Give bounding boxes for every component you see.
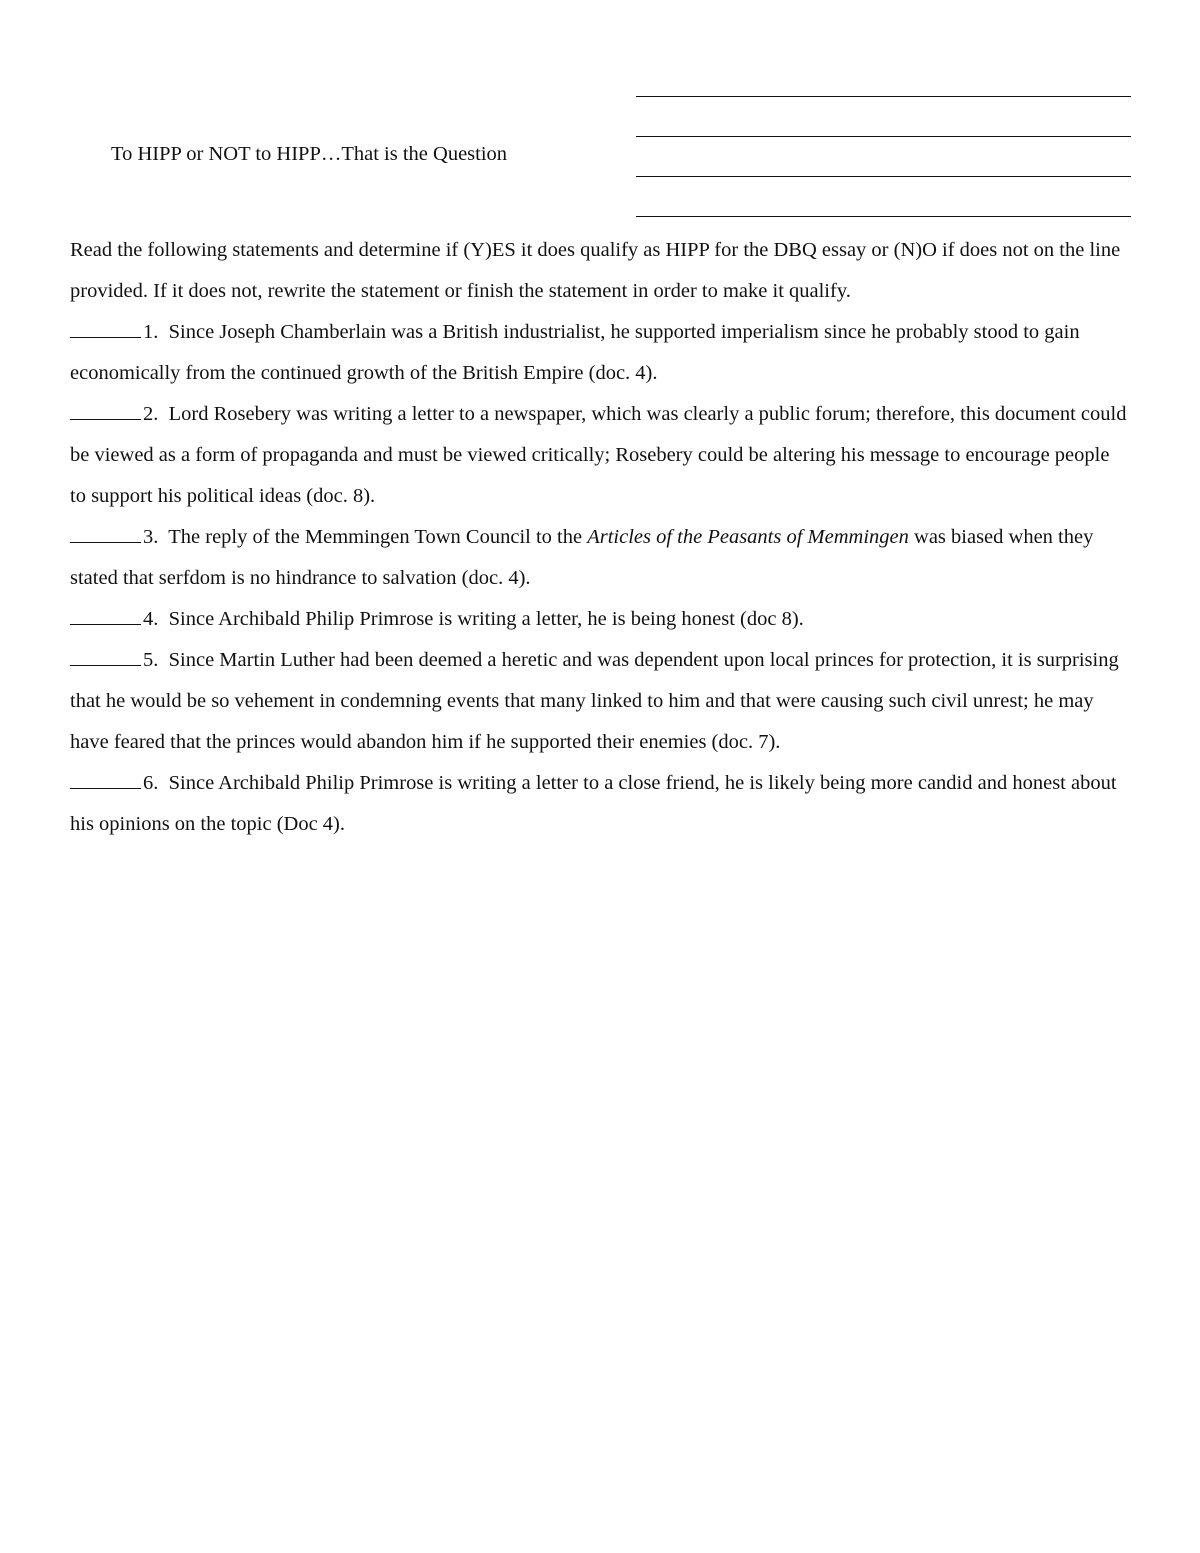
question-4 [70, 599, 1130, 640]
question-6 [70, 763, 1130, 845]
worksheet-body [70, 230, 1130, 845]
document-title-italic: Articles of the Peasants of Memmingen [587, 526, 909, 548]
answer-blank[interactable] [70, 520, 141, 543]
page-title: To HIPP or NOT to HIPP…That is the Question [111, 143, 508, 165]
question-number: 3. [143, 526, 159, 548]
header-blank-line[interactable] [636, 96, 1131, 97]
header-blank-line[interactable] [636, 136, 1131, 137]
question-text-before: The reply of the Memmingen Town Council to the [168, 526, 588, 548]
answer-blank[interactable] [70, 315, 141, 338]
answer-blank[interactable] [70, 602, 141, 625]
question-text: Lord Rosebery was writing a letter to a newspaper, which was clearly a public forum; therefore, this document could be viewed as a form of propaganda and must be viewed critically; Rosebery could be altering his message to encourage people to support his political ideas (doc. 8). [70, 403, 1127, 507]
header-blank-line[interactable] [636, 176, 1131, 177]
question-2 [70, 394, 1130, 517]
question-number: 4. [143, 608, 159, 630]
question-text: Since Archibald Philip Primrose is writing a letter, he is being honest (doc 8). [168, 608, 804, 630]
question-number: 6. [143, 772, 159, 794]
question-text: Since Joseph Chamberlain was a British industrialist, he supported imperialism since he probably stood to gain economically from the continued growth of the British Empire (doc. 4). [70, 321, 1080, 384]
question-1 [70, 312, 1130, 394]
answer-blank[interactable] [70, 397, 141, 420]
question-number: 1. [143, 321, 159, 343]
question-text: Since Archibald Philip Primrose is writing a letter to a close friend, he is likely being more candid and honest about his opinions on the topic (Doc 4). [70, 772, 1117, 835]
question-text: Since Martin Luther had been deemed a heretic and was dependent upon local princes for protection, it is surprising that he would be so vehement in condemning events that many linked to him and that were causing such civil unrest; he may have feared that the princes would abandon him if he supported their enemies (doc. 7). [70, 649, 1119, 753]
instructions: Read the following statements and determine if (Y)ES it does qualify as HIPP for the DBQ essay or (N)O if does not on the line provided. If it does not, rewrite the statement or finish the statement in order to make it qualify. [70, 239, 1121, 302]
question-5 [70, 640, 1130, 763]
question-3 [70, 517, 1130, 599]
question-text-after: was biased when they stated that serfdom is no hindrance to salvation (doc. 4). [70, 526, 1094, 589]
header-blank-line[interactable] [636, 216, 1131, 217]
question-number: 2. [143, 403, 159, 425]
answer-blank[interactable] [70, 643, 141, 666]
answer-blank[interactable] [70, 766, 141, 789]
question-number: 5. [143, 649, 159, 671]
